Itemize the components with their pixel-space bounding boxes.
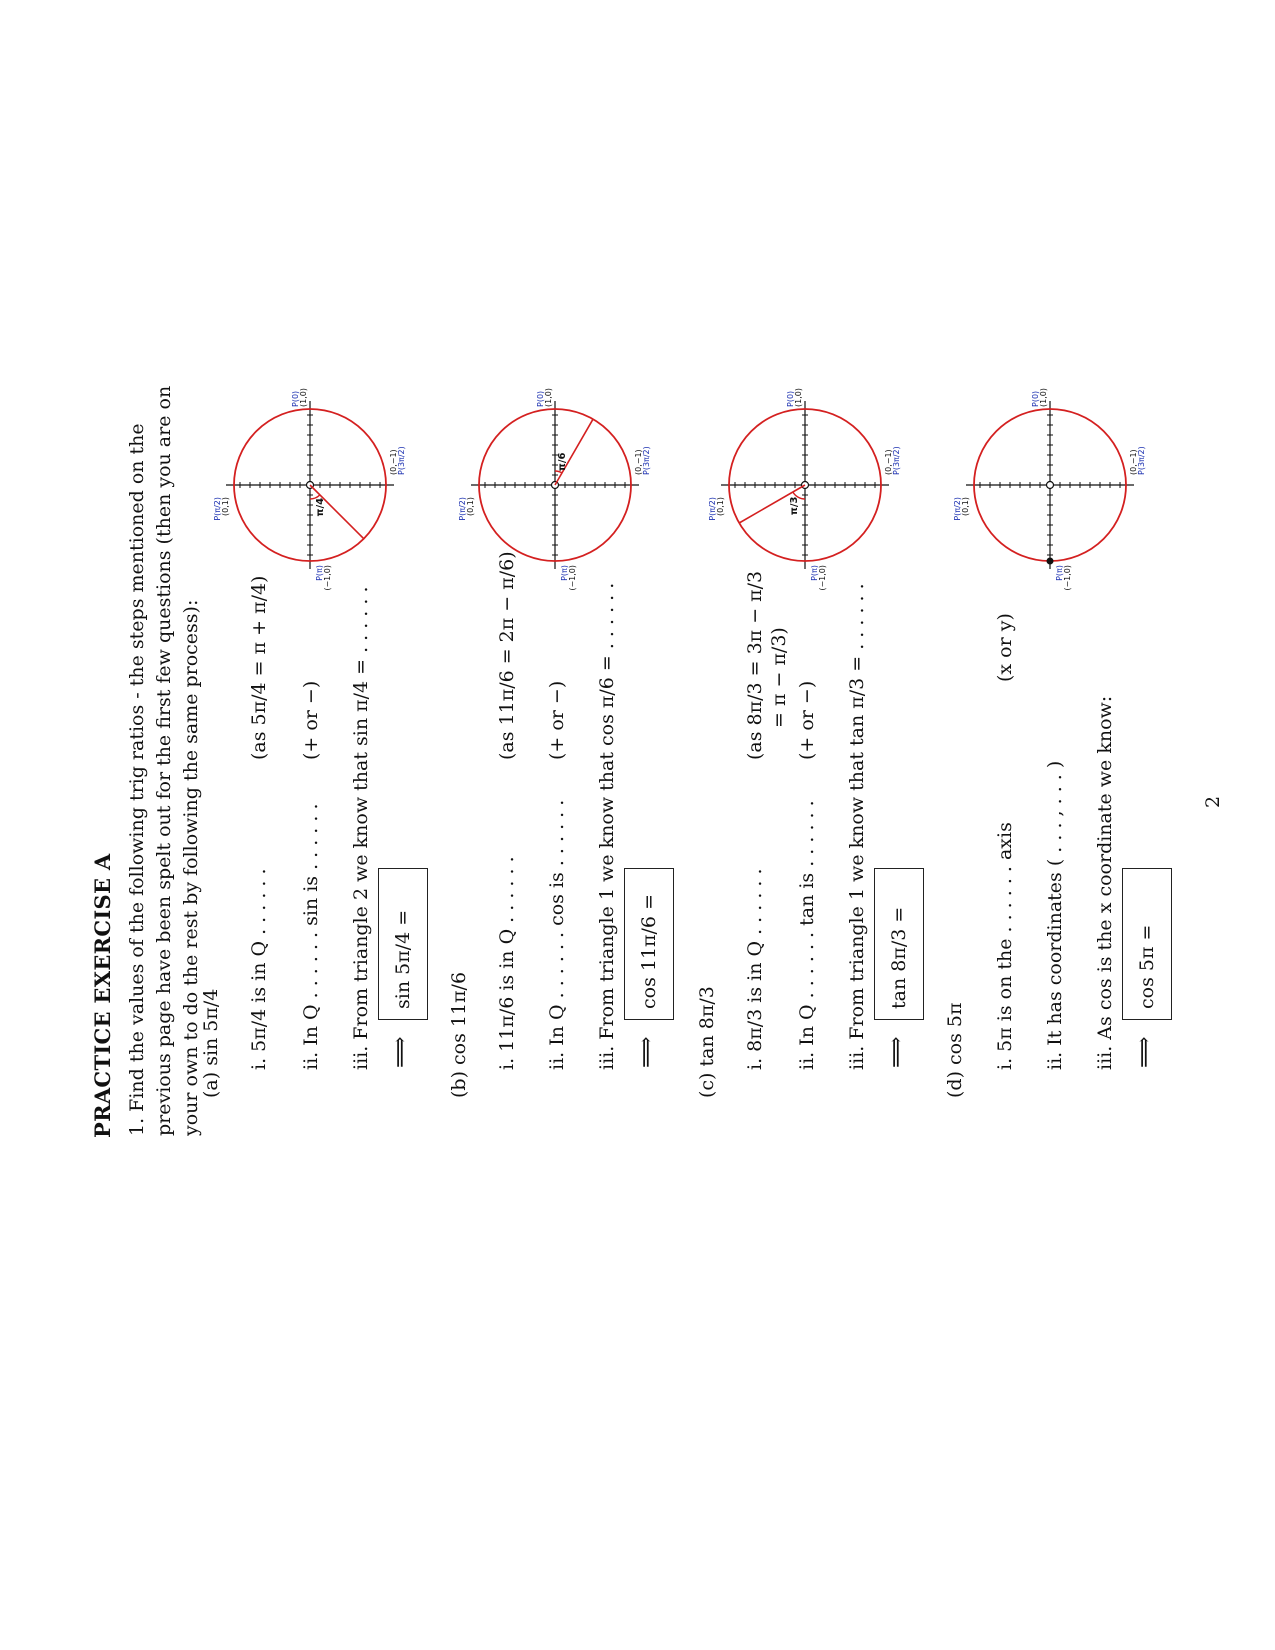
label-c-left: (−1,0) — [568, 565, 577, 591]
label-p-bottom: P(3π/2) — [642, 446, 651, 475]
reference-angle-label: π/6 — [557, 452, 569, 472]
label-p-bottom: P(3π/2) — [397, 446, 406, 475]
part-c-step-i-note: (as 8π/3 = 3π − π/3 — [744, 570, 766, 760]
label-c-right: (1,0) — [794, 388, 803, 407]
label-c-top: (0,1) — [221, 497, 230, 516]
label-c-top: (0,1) — [961, 497, 970, 516]
part-c-step-iii: iii. From triangle 1 we know that tan π/3 = . . . . . . — [846, 583, 868, 1070]
origin-marker — [1047, 482, 1054, 489]
label-p-top: P(π/2) — [708, 497, 717, 521]
label-p-top: P(π/2) — [953, 497, 962, 521]
part-d-label: (d) cos 5π — [944, 1002, 966, 1098]
unit-circle-a-figure — [213, 388, 406, 591]
label-p-left: P(π) — [1055, 565, 1064, 581]
part-b-answer-box[interactable]: cos 11π/6 = — [624, 868, 674, 1020]
reference-angle-label: π/3 — [789, 496, 800, 516]
part-b-step-ii: ii. In Q . . . . . . cos is . . . . . . — [546, 799, 568, 1070]
label-p-left: P(π) — [315, 565, 324, 581]
part-a-step-ii: ii. In Q . . . . . . sin is . . . . . . — [300, 803, 322, 1070]
part-d-step-ii: ii. It has coordinates ( . . . , . . . ) — [1044, 760, 1066, 1070]
label-p-bottom: P(3π/2) — [892, 446, 901, 475]
reference-angle-label: π/4 — [315, 497, 327, 517]
part-b-step-i-note: (as 11π/6 = 2π − π/6) — [496, 551, 518, 760]
part-a-step-i: i. 5π/4 is in Q . . . . . . — [248, 868, 270, 1070]
unit-circle-c-figure — [708, 388, 901, 591]
part-d-step-iii: iii. As cos is the x coordinate we know: — [1094, 695, 1116, 1070]
label-p-top: P(π/2) — [458, 497, 467, 521]
intro-text: 1. Find the values of the following trig ratios - the steps mentioned on the previous page have been spelt out for the first few questions (then you are on your own to do the rest by following the same process): — [126, 385, 202, 1136]
part-a-step-iii: iii. From triangle 2 we know that sin π/4 = . . . . . . — [350, 586, 372, 1070]
part-c-implies: ⟹ — [884, 1036, 909, 1068]
part-c-step-ii: ii. In Q . . . . . . tan is . . . . . . — [796, 800, 818, 1070]
label-p-left: P(π) — [560, 565, 569, 581]
heading: PRACTICE EXERCISE A — [90, 853, 115, 1138]
label-c-left: (−1,0) — [323, 565, 332, 591]
label-c-left: (−1,0) — [1063, 565, 1072, 591]
part-a-implies: ⟹ — [388, 1036, 413, 1068]
label-c-right: (1,0) — [299, 388, 308, 407]
label-p-right: P(0) — [1031, 390, 1040, 407]
part-b-label: (b) cos 11π/6 — [448, 971, 470, 1098]
label-c-top: (0,1) — [716, 497, 725, 516]
part-a-step-i-note: (as 5π/4 = π + π/4) — [248, 575, 270, 760]
label-c-bottom: (0,−1) — [634, 449, 643, 475]
part-c-step-i-note2: = π − π/3) — [768, 627, 790, 728]
label-c-right: (1,0) — [1039, 388, 1048, 407]
part-d-step-i: i. 5π is on the . . . . . . axis — [994, 822, 1016, 1070]
part-b-step-iii: iii. From triangle 1 we know that cos π/6 = . . . . . . — [596, 582, 618, 1070]
part-d-step-i-note: (x or y) — [994, 613, 1016, 682]
part-c-label: (c) tan 8π/3 — [696, 986, 718, 1098]
part-c-step-ii-note: (+ or −) — [796, 680, 818, 760]
label-p-right: P(0) — [786, 390, 795, 407]
label-c-top: (0,1) — [466, 497, 475, 516]
unit-circle-b-figure — [458, 388, 651, 591]
label-p-bottom: P(3π/2) — [1137, 446, 1146, 475]
reference-angle-arc — [555, 471, 562, 473]
page-number: 2 — [1202, 795, 1224, 808]
unit-circle-d — [950, 370, 1150, 600]
label-c-left: (−1,0) — [818, 565, 827, 591]
part-d-implies: ⟹ — [1132, 1036, 1157, 1068]
part-a-answer-box[interactable]: sin 5π/4 = — [378, 868, 428, 1020]
label-p-left: P(π) — [810, 565, 819, 581]
label-p-top: P(π/2) — [213, 497, 222, 521]
part-b-step-i: i. 11π/6 is in Q . . . . . . — [496, 856, 518, 1070]
unit-circle-b — [455, 370, 655, 600]
label-p-right: P(0) — [536, 390, 545, 407]
part-b-implies: ⟹ — [634, 1036, 659, 1068]
label-c-bottom: (0,−1) — [884, 449, 893, 475]
unit-circle-a — [210, 370, 410, 600]
part-a-step-ii-note: (+ or −) — [300, 680, 322, 760]
label-p-right: P(0) — [291, 390, 300, 407]
label-c-right: (1,0) — [544, 388, 553, 407]
label-c-bottom: (0,−1) — [389, 449, 398, 475]
point-marker — [1047, 558, 1054, 565]
part-a-label: (a) sin 5π/4 — [200, 988, 222, 1098]
part-d-answer-box[interactable]: cos 5π = — [1122, 868, 1172, 1020]
unit-circle-d-figure — [953, 388, 1146, 591]
part-b-step-ii-note: (+ or −) — [546, 680, 568, 760]
part-c-answer-box[interactable]: tan 8π/3 = — [874, 868, 924, 1020]
part-c-step-i: i. 8π/3 is in Q . . . . . . — [744, 868, 766, 1070]
unit-circle-c — [705, 370, 905, 600]
label-c-bottom: (0,−1) — [1129, 449, 1138, 475]
